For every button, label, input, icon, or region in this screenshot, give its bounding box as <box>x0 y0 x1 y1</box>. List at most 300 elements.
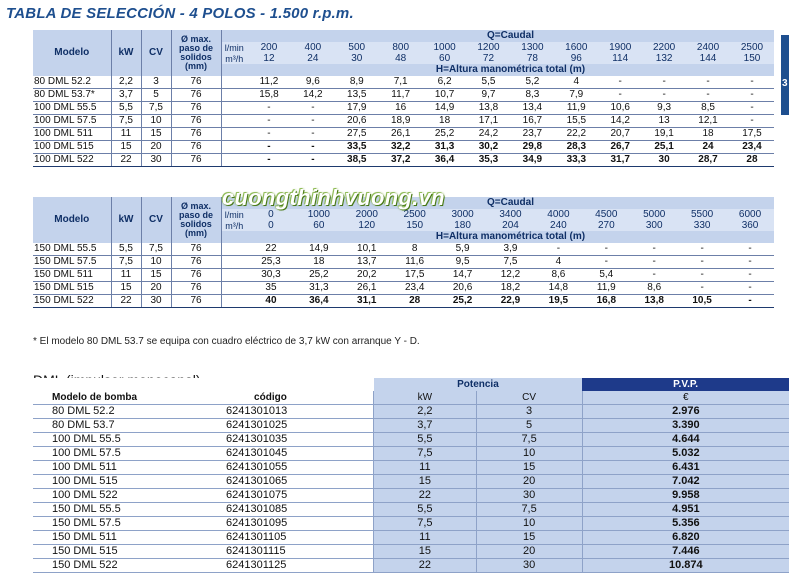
model-cell: 80 DML 52.2 <box>33 76 111 89</box>
head-value-cell: 11,9 <box>554 102 598 115</box>
head-value-cell: - <box>678 282 726 295</box>
head-value-cell: 40 <box>247 295 295 308</box>
price-row <box>33 405 789 419</box>
paso-cell: 76 <box>171 243 221 256</box>
head-value-cell: 18 <box>423 115 467 128</box>
head-value-cell: 13,4 <box>510 102 554 115</box>
price-eur-cell: 6.820 <box>582 531 789 545</box>
unit-spacer <box>221 64 247 76</box>
col-eur-header: € <box>582 391 789 405</box>
kw-cell: 22 <box>111 295 141 308</box>
flow-lmin-value: 1000 <box>295 209 343 220</box>
watermark: cuongthinhvuong.vn <box>222 185 445 210</box>
page-number: 3 <box>782 78 788 89</box>
price-cv-cell: 7,5 <box>476 433 582 447</box>
head-value-cell: 10,5 <box>678 295 726 308</box>
flow-m3h-value: 204 <box>487 220 535 231</box>
head-value-cell: - <box>534 243 582 256</box>
paso-cell: 76 <box>171 141 221 154</box>
kw-cell: 7,5 <box>111 115 141 128</box>
head-value-cell: 8,9 <box>335 76 379 89</box>
col-cv-header: CV <box>476 391 582 405</box>
head-value-cell: 22,2 <box>554 128 598 141</box>
head-value-cell: 28 <box>730 154 774 167</box>
head-value-cell: 9,7 <box>467 89 511 102</box>
flow-lmin-value: 400 <box>291 42 335 53</box>
price-model-cell: 100 DML 57.5 <box>33 447 226 461</box>
flow-lmin-value: 500 <box>335 42 379 53</box>
flow-lmin-value: 200 <box>247 42 291 53</box>
price-row <box>33 475 789 489</box>
kw-cell: 11 <box>111 128 141 141</box>
cv-cell: 20 <box>141 282 171 295</box>
head-value-cell: 8 <box>391 243 439 256</box>
head-value-cell: 9,5 <box>439 256 487 269</box>
paso-cell: 76 <box>171 76 221 89</box>
flow-m3h-value: 78 <box>510 53 554 64</box>
head-value-cell: 3,9 <box>487 243 535 256</box>
paso-cell: 76 <box>171 295 221 308</box>
head-value-cell: 6,2 <box>423 76 467 89</box>
head-value-cell: - <box>291 102 335 115</box>
flow-m3h-value: 300 <box>630 220 678 231</box>
kw-cell: 5,5 <box>111 102 141 115</box>
col-kw-header: kW <box>111 30 141 76</box>
paso-header-line: Ø max. <box>180 34 211 44</box>
head-value-cell: 11,7 <box>379 89 423 102</box>
price-model-cell: 100 DML 55.5 <box>33 433 226 447</box>
model-cell: 150 DML 511 <box>33 269 111 282</box>
price-kw-cell: 15 <box>374 545 476 559</box>
price-code-cell: 6241301035 <box>226 433 374 447</box>
paso-cell: 76 <box>171 154 221 167</box>
table-row <box>33 128 774 141</box>
price-row <box>33 433 789 447</box>
head-value-cell: - <box>582 256 630 269</box>
cv-cell: 7,5 <box>141 243 171 256</box>
head-value-cell: 9,3 <box>642 102 686 115</box>
price-kw-cell: 5,5 <box>374 433 476 447</box>
paso-header-line: paso de <box>178 43 213 53</box>
cv-cell: 3 <box>141 76 171 89</box>
head-value-cell: - <box>730 115 774 128</box>
flow-lmin-value: 1300 <box>510 42 554 53</box>
price-model-cell: 150 DML 522 <box>33 559 226 573</box>
price-eur-cell: 10.874 <box>582 559 789 573</box>
head-value-cell: 4 <box>534 256 582 269</box>
head-value-cell: - <box>247 141 291 154</box>
price-code-cell: 6241301045 <box>226 447 374 461</box>
head-value-cell: - <box>730 76 774 89</box>
flow-m3h-value: 48 <box>379 53 423 64</box>
head-value-cell: 25,1 <box>642 141 686 154</box>
price-code-cell: 6241301013 <box>226 405 374 419</box>
price-eur-cell: 4.951 <box>582 503 789 517</box>
head-value-cell: 28,3 <box>554 141 598 154</box>
flow-lmin-value: 800 <box>379 42 423 53</box>
table-row <box>33 295 774 308</box>
head-value-cell: 8,6 <box>630 282 678 295</box>
head-value-cell: 16 <box>379 102 423 115</box>
flow-m3h-value: 30 <box>335 53 379 64</box>
head-value-cell: - <box>291 141 335 154</box>
head-value-cell: 15,5 <box>554 115 598 128</box>
flow-lmin-value: 1200 <box>467 42 511 53</box>
head-value-cell: 5,2 <box>510 76 554 89</box>
price-cv-cell: 3 <box>476 405 582 419</box>
head-value-cell: 23,4 <box>391 282 439 295</box>
head-value-cell: - <box>686 76 730 89</box>
flow-lmin-value: 3000 <box>439 209 487 220</box>
model-cell: 100 DML 55.5 <box>33 102 111 115</box>
altura-header: H=Altura manométrica total (m) <box>247 64 774 76</box>
price-model-cell: 150 DML 511 <box>33 531 226 545</box>
paso-cell: 76 <box>171 256 221 269</box>
flow-lmin-value: 1600 <box>554 42 598 53</box>
unit-spacer <box>221 295 247 308</box>
price-model-cell: 80 DML 53.7 <box>33 419 226 433</box>
head-value-cell: 24,2 <box>467 128 511 141</box>
flow-lmin-value: 3400 <box>487 209 535 220</box>
price-row <box>33 531 789 545</box>
head-value-cell: - <box>598 76 642 89</box>
price-row <box>33 545 789 559</box>
head-value-cell: - <box>678 243 726 256</box>
kw-cell: 11 <box>111 269 141 282</box>
price-kw-cell: 22 <box>374 489 476 503</box>
unit-spacer <box>221 76 247 89</box>
table-row <box>33 115 774 128</box>
price-table <box>33 378 789 573</box>
selection-table-2 <box>33 197 774 308</box>
table-row <box>33 256 774 269</box>
price-code-cell: 6241301055 <box>226 461 374 475</box>
unit-spacer <box>221 154 247 167</box>
head-value-cell: - <box>291 128 335 141</box>
head-value-cell: 11,9 <box>582 282 630 295</box>
flow-m3h-value: 72 <box>467 53 511 64</box>
flow-m3h-value: 0 <box>247 220 295 231</box>
price-code-cell: 6241301025 <box>226 419 374 433</box>
price-kw-cell: 3,7 <box>374 419 476 433</box>
cv-cell: 7,5 <box>141 102 171 115</box>
head-value-cell: - <box>247 128 291 141</box>
unit-spacer <box>221 269 247 282</box>
price-cv-cell: 20 <box>476 475 582 489</box>
price-eur-cell: 7.446 <box>582 545 789 559</box>
price-model-cell: 150 DML 55.5 <box>33 503 226 517</box>
paso-cell: 76 <box>171 282 221 295</box>
price-row <box>33 559 789 573</box>
price-cv-cell: 20 <box>476 545 582 559</box>
head-value-cell: - <box>642 76 686 89</box>
flow-lmin-value: 0 <box>247 209 295 220</box>
unit-spacer <box>221 89 247 102</box>
model-cell: 150 DML 515 <box>33 282 111 295</box>
price-code-cell: 6241301095 <box>226 517 374 531</box>
model-cell: 150 DML 522 <box>33 295 111 308</box>
price-model-cell: 80 DML 52.2 <box>33 405 226 419</box>
model-cell: 150 DML 57.5 <box>33 256 111 269</box>
head-value-cell: 14,2 <box>598 115 642 128</box>
price-row <box>33 517 789 531</box>
flow-lmin-value: 1000 <box>423 42 467 53</box>
unit-spacer <box>221 282 247 295</box>
head-value-cell: 17,5 <box>391 269 439 282</box>
flow-lmin-value: 2200 <box>642 42 686 53</box>
head-value-cell: 38,5 <box>335 154 379 167</box>
table-row <box>33 89 774 102</box>
table-row <box>33 102 774 115</box>
price-code-cell: 6241301065 <box>226 475 374 489</box>
head-value-cell: - <box>630 269 678 282</box>
head-value-cell: 8,6 <box>534 269 582 282</box>
col-paso-header <box>171 197 221 243</box>
head-value-cell: 31,3 <box>295 282 343 295</box>
model-cell: 150 DML 55.5 <box>33 243 111 256</box>
model-cell: 100 DML 515 <box>33 141 111 154</box>
head-value-cell: 30,3 <box>247 269 295 282</box>
price-cv-cell: 30 <box>476 559 582 573</box>
head-value-cell: 14,9 <box>423 102 467 115</box>
cv-cell: 15 <box>141 269 171 282</box>
unit-m3h: m³/h <box>221 220 247 231</box>
flow-lmin-value: 2500 <box>730 42 774 53</box>
head-value-cell: 19,1 <box>642 128 686 141</box>
head-value-cell: 31,1 <box>343 295 391 308</box>
flow-lmin-value: 1900 <box>598 42 642 53</box>
col-modelo-header: Modelo <box>33 30 111 76</box>
page-title: TABLA DE SELECCIÓN - 4 POLOS - 1.500 r.p.m. <box>6 5 354 22</box>
price-cv-cell: 30 <box>476 489 582 503</box>
head-value-cell: 18,9 <box>379 115 423 128</box>
head-value-cell: 14,2 <box>291 89 335 102</box>
flow-m3h-value: 96 <box>554 53 598 64</box>
paso-cell: 76 <box>171 102 221 115</box>
kw-cell: 15 <box>111 141 141 154</box>
unit-spacer <box>221 115 247 128</box>
head-value-cell: 28 <box>391 295 439 308</box>
price-kw-cell: 5,5 <box>374 503 476 517</box>
col-kw-header: kW <box>374 391 476 405</box>
paso-header-line: (mm) <box>185 228 207 238</box>
paso-header-line: Ø max. <box>180 201 211 211</box>
flow-m3h-value: 24 <box>291 53 335 64</box>
col-modelo-header: Modelo <box>33 197 111 243</box>
price-kw-cell: 22 <box>374 559 476 573</box>
cv-cell: 30 <box>141 154 171 167</box>
price-cv-cell: 7,5 <box>476 503 582 517</box>
head-value-cell: 26,1 <box>379 128 423 141</box>
price-code-cell: 6241301125 <box>226 559 374 573</box>
table-row <box>33 76 774 89</box>
head-value-cell: 12,2 <box>487 269 535 282</box>
head-value-cell: - <box>291 154 335 167</box>
head-value-cell: - <box>598 89 642 102</box>
paso-cell: 76 <box>171 115 221 128</box>
head-value-cell: 10,7 <box>423 89 467 102</box>
flow-m3h-value: 150 <box>730 53 774 64</box>
price-kw-cell: 7,5 <box>374 517 476 531</box>
price-code-cell: 6241301105 <box>226 531 374 545</box>
price-code-cell: 6241301075 <box>226 489 374 503</box>
flow-m3h-value: 144 <box>686 53 730 64</box>
head-value-cell: 33,3 <box>554 154 598 167</box>
model-cell: 100 DML 511 <box>33 128 111 141</box>
cv-cell: 5 <box>141 89 171 102</box>
unit-spacer <box>221 141 247 154</box>
price-eur-cell: 4.644 <box>582 433 789 447</box>
head-value-cell: 14,9 <box>295 243 343 256</box>
unit-m3h: m³/h <box>221 53 247 64</box>
head-value-cell: 25,2 <box>423 128 467 141</box>
cv-cell: 10 <box>141 256 171 269</box>
head-value-cell: 34,9 <box>510 154 554 167</box>
flow-m3h-value: 240 <box>534 220 582 231</box>
model-cell: 80 DML 53.7* <box>33 89 111 102</box>
unit-spacer <box>221 256 247 269</box>
flow-lmin-value: 5500 <box>678 209 726 220</box>
head-value-cell: 32,2 <box>379 141 423 154</box>
head-value-cell: 23,4 <box>730 141 774 154</box>
head-value-cell: - <box>730 102 774 115</box>
price-eur-cell: 2.976 <box>582 405 789 419</box>
flow-m3h-value: 12 <box>247 53 291 64</box>
table-row <box>33 243 774 256</box>
selection-table-1 <box>33 30 774 167</box>
price-kw-cell: 15 <box>374 475 476 489</box>
head-value-cell: 28,7 <box>686 154 730 167</box>
paso-cell: 76 <box>171 89 221 102</box>
price-cv-cell: 10 <box>476 447 582 461</box>
head-value-cell: 36,4 <box>295 295 343 308</box>
model-cell: 100 DML 522 <box>33 154 111 167</box>
pvp-header: P.V.P. <box>582 378 789 391</box>
caudal-header: Q=Caudal <box>247 30 774 42</box>
model-cell: 100 DML 57.5 <box>33 115 111 128</box>
flow-m3h-value: 360 <box>726 220 774 231</box>
head-value-cell: 15,8 <box>247 89 291 102</box>
table-row <box>33 154 774 167</box>
head-value-cell: 20,6 <box>439 282 487 295</box>
flow-m3h-value: 270 <box>582 220 630 231</box>
head-value-cell: 20,7 <box>598 128 642 141</box>
head-value-cell: 22,9 <box>487 295 535 308</box>
unit-spacer <box>221 243 247 256</box>
flow-m3h-value: 150 <box>391 220 439 231</box>
head-value-cell: - <box>582 243 630 256</box>
head-value-cell: 31,3 <box>423 141 467 154</box>
table-row <box>33 269 774 282</box>
flow-m3h-value: 60 <box>423 53 467 64</box>
head-value-cell: 27,5 <box>335 128 379 141</box>
head-value-cell: 30 <box>642 154 686 167</box>
head-value-cell: 5,9 <box>439 243 487 256</box>
head-value-cell: - <box>726 295 774 308</box>
flow-m3h-value: 132 <box>642 53 686 64</box>
col-cv-header: CV <box>141 197 171 243</box>
price-kw-cell: 7,5 <box>374 447 476 461</box>
unit-spacer <box>221 231 247 243</box>
head-value-cell: 13,8 <box>630 295 678 308</box>
head-value-cell: 13 <box>642 115 686 128</box>
flow-lmin-value: 6000 <box>726 209 774 220</box>
table-row <box>33 282 774 295</box>
head-value-cell: - <box>630 256 678 269</box>
head-value-cell: 25,2 <box>439 295 487 308</box>
price-cv-cell: 10 <box>476 517 582 531</box>
head-value-cell: 30,2 <box>467 141 511 154</box>
head-value-cell: 5,5 <box>467 76 511 89</box>
price-eur-cell: 6.431 <box>582 461 789 475</box>
unit-lmin: l/min <box>221 209 247 220</box>
head-value-cell: - <box>630 243 678 256</box>
flow-m3h-value: 60 <box>295 220 343 231</box>
price-model-cell: 100 DML 511 <box>33 461 226 475</box>
price-cv-cell: 5 <box>476 419 582 433</box>
price-cv-cell: 15 <box>476 461 582 475</box>
price-cv-cell: 15 <box>476 531 582 545</box>
paso-header-line: solidos <box>180 219 212 229</box>
cv-cell: 10 <box>141 115 171 128</box>
head-value-cell: 11,2 <box>247 76 291 89</box>
paso-cell: 76 <box>171 128 221 141</box>
kw-cell: 2,2 <box>111 76 141 89</box>
price-eur-cell: 7.042 <box>582 475 789 489</box>
head-value-cell: 13,5 <box>335 89 379 102</box>
head-value-cell: 10,6 <box>598 102 642 115</box>
head-value-cell: 20,2 <box>343 269 391 282</box>
head-value-cell: - <box>730 89 774 102</box>
paso-cell: 76 <box>171 269 221 282</box>
price-eur-cell: 5.032 <box>582 447 789 461</box>
paso-header-line: (mm) <box>185 61 207 71</box>
head-value-cell: 17,9 <box>335 102 379 115</box>
flow-lmin-value: 5000 <box>630 209 678 220</box>
kw-cell: 7,5 <box>111 256 141 269</box>
head-value-cell: - <box>642 89 686 102</box>
head-value-cell: 8,5 <box>686 102 730 115</box>
price-model-cell: 150 DML 57.5 <box>33 517 226 531</box>
cv-cell: 15 <box>141 128 171 141</box>
head-value-cell: - <box>247 102 291 115</box>
price-eur-cell: 3.390 <box>582 419 789 433</box>
paso-header-line: paso de <box>178 210 213 220</box>
head-value-cell: 35 <box>247 282 295 295</box>
head-value-cell: 22 <box>247 243 295 256</box>
price-kw-cell: 11 <box>374 531 476 545</box>
price-model-cell: 150 DML 515 <box>33 545 226 559</box>
head-value-cell: - <box>686 89 730 102</box>
kw-cell: 22 <box>111 154 141 167</box>
head-value-cell: 25,3 <box>247 256 295 269</box>
price-code-cell: 6241301115 <box>226 545 374 559</box>
head-value-cell: - <box>291 115 335 128</box>
flow-lmin-value: 2500 <box>391 209 439 220</box>
flow-lmin-value: 4500 <box>582 209 630 220</box>
head-value-cell: 11,6 <box>391 256 439 269</box>
potencia-header: Potencia <box>374 378 582 391</box>
head-value-cell: - <box>678 256 726 269</box>
head-value-cell: 17,5 <box>730 128 774 141</box>
head-value-cell: 18 <box>686 128 730 141</box>
head-value-cell: - <box>247 154 291 167</box>
flow-lmin-value: 2400 <box>686 42 730 53</box>
flow-lmin-value: 2000 <box>343 209 391 220</box>
head-value-cell: 4 <box>554 76 598 89</box>
col-code-header: código <box>226 391 374 405</box>
price-row <box>33 461 789 475</box>
